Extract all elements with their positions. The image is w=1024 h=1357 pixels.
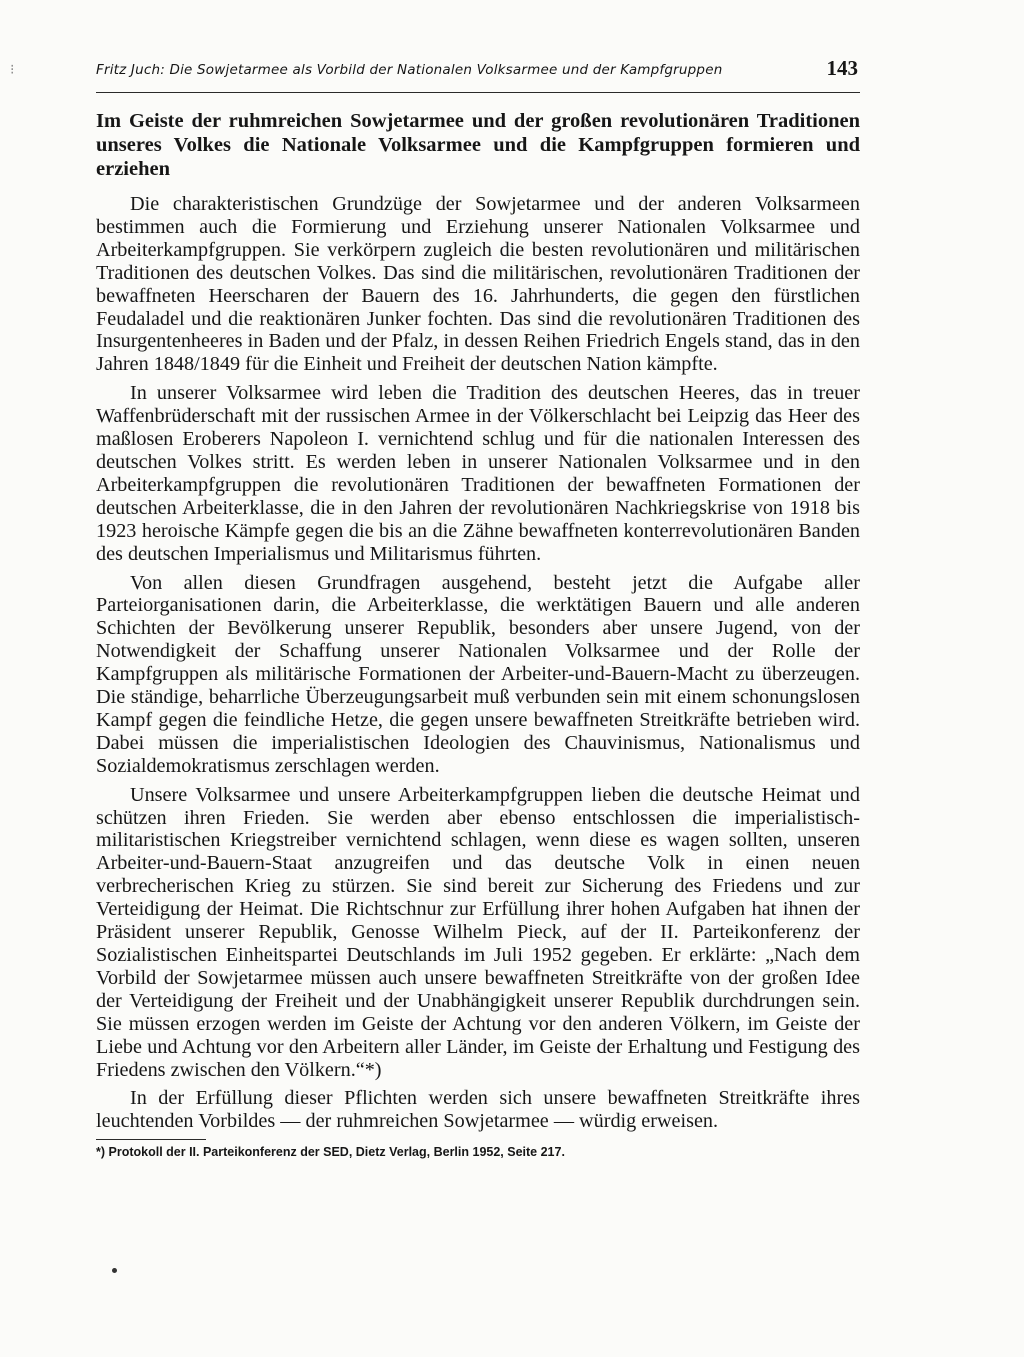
book-page <box>96 58 860 1160</box>
body-paragraph-5: In der Erfüllung dieser Pflichten werden sich unsere bewaffneten Streitkräfte ihres leuchtenden Vorbildes — der ruhmreichen Sowjetarmee — würdig erweisen. <box>96 1087 860 1133</box>
scan-dot-mark <box>112 1268 117 1273</box>
body-paragraph-1: Die charakteristischen Grundzüge der Sowjetarmee und der anderen Volksarmeen bestimmen auch die Formierung und Erziehung unserer Nationalen Volksarmee und Arbeiterkampfgruppen. Sie verkörpern zugleich die besten revolutionären und militärischen Traditionen des deutschen Volkes. Das sind die militärischen, revolutionären Traditionen der bewaffneten Heerscharen der Bauern des 16. Jahrhunderts, die gegen den fürstlichen Feudaladel und die reaktionären Junker fochten. Das sind die revolutionären Traditionen des Insurgentenheeres in Baden und der Pfalz, in dessen Reihen Friedrich Engels stand, das in den Jahren 1848/1849 für die Einheit und Freiheit der deutschen Nation kämpfte. <box>96 193 860 376</box>
footnote-divider <box>96 1139 206 1140</box>
body-paragraph-2: In unserer Volksarmee wird leben die Tradition des deutschen Heeres, das in treuer Waffenbrüderschaft mit der russischen Armee in der Völkerschlacht bei Leipzig das Heer des maßlosen Eroberers Napoleon I. vernichtend schlug und für die nationalen Interessen des deutschen Volkes stritt. Es werden leben in unserer Nationalen Volksarmee und in den Arbeiterkampfgruppen die revolutionären Traditionen der bewaffneten Formationen der deutschen Arbeiterklasse, die in den Jahren der revolutionären Nachkriegskrise von 1918 bis 1923 heroische Kämpfe gegen die bis an die Zähne bewaffneten konterrevolutionären Banden des deutschen Imperialismus und Militarismus führten. <box>96 382 860 565</box>
body-paragraph-4: Unsere Volksarmee und unsere Arbeiterkampfgruppen lieben die deutsche Heimat und schützen ihren Frieden. Sie werden aber ebenso entschlossen die imperialistisch-militaristischen Kriegstreiber vernichtend schlagen, wenn diese es wagen sollten, unseren Arbeiter-und-Bauern-Staat anzugreifen und das deutsche Volk in einen neuen verbrecherischen Krieg zu stürzen. Sie sind bereit zur Sicherung des Friedens und zur Verteidigung der Heimat. Die Richtschnur zur Erfüllung ihrer hohen Aufgaben hat ihnen der Präsident unserer Republik, Genosse Wilhelm Pieck, auf der II. Parteikonferenz der Sozialistischen Einheitspartei Deutschlands im Juli 1952 gegeben. Er erklärte: „Nach dem Vorbild der Sowjetarmee müssen auch unsere bewaffneten Streitkräfte von der großen Idee der Verteidigung der Freiheit und der Unabhängigkeit unserer Republik durchdrungen sein. Sie müssen erzogen werden im Geiste der Achtung vor den anderen Völkern, im Geiste der Liebe und Achtung vor den Arbeitern aller Länder, im Geiste der Erhaltung und Festigung des Friedens zwischen den Völkern.“*) <box>96 783 860 1081</box>
body-paragraph-3: Von allen diesen Grundfragen ausgehend, besteht jetzt die Aufgabe aller Parteiorganisationen darin, die Arbeiterklasse, die werktätigen Bauern und alle anderen Schichten der Bevölkerung unserer Republik, besonders aber unsere Jugend, von der Notwendigkeit der Schaffung unserer Nationalen Volksarmee und der Rolle der Kampfgruppen als militärische Formationen der Arbeiter-und-Bauern-Macht zu überzeugen. Die ständige, beharrliche Überzeugungsarbeit muß verbunden sein mit einem schonungslosen Kampf gegen die feindliche Hetze, die gegen unsere bewaffneten Streitkräfte betrieben wird. Dabei müssen die imperialistischen Ideologien des Chauvinismus, Nationalismus und Sozialdemokratismus zerschlagen werden. <box>96 571 860 777</box>
footnote: *) Protokoll der II. Parteikonferenz der SED, Dietz Verlag, Berlin 1952, Seite 217. <box>96 1145 565 1160</box>
running-title: Fritz Juch: Die Sowjetarmee als Vorbild der Nationalen Volksarmee und der Kampfgruppen <box>96 62 723 78</box>
page-number: 143 <box>826 56 858 80</box>
margin-scan-mark: ⁝ <box>10 63 15 78</box>
running-header <box>96 58 860 93</box>
section-heading: Im Geiste der ruhmreichen Sowjetarmee und der großen revolutionären Traditionen unseres Volkes die Nationale Volksarmee und die Kampfgruppen formieren und erziehen <box>96 110 860 180</box>
